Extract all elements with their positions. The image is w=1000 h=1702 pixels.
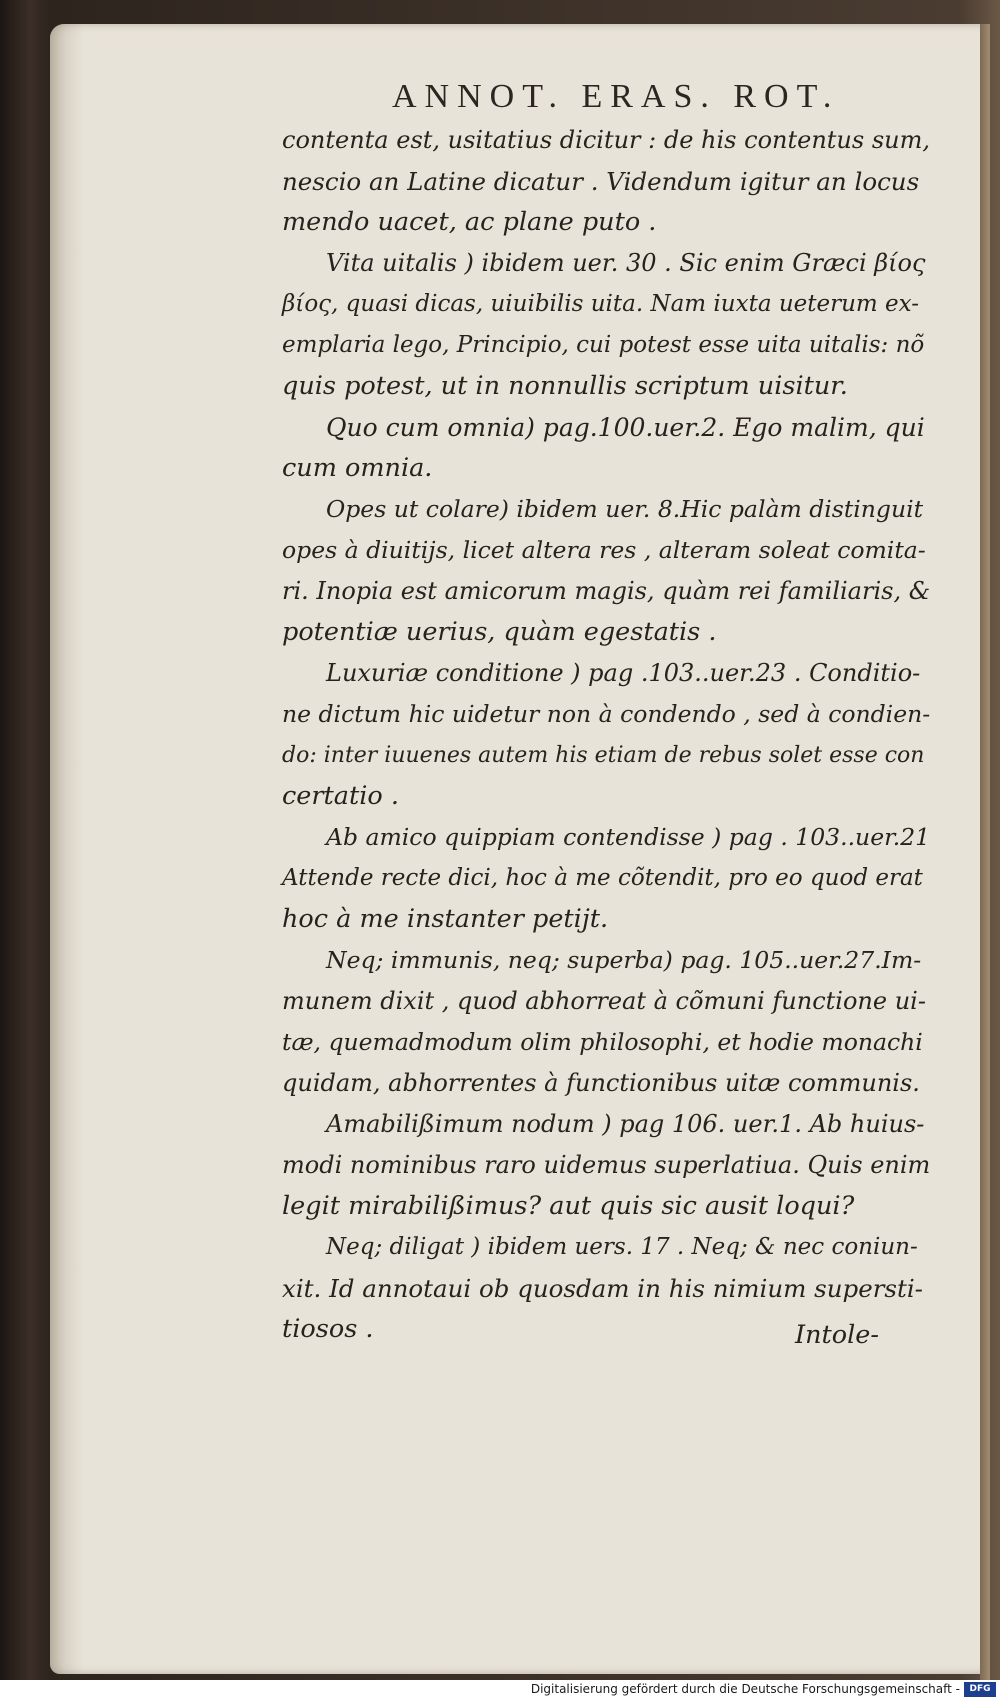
- text-line: xit. Id annotaui ob quosdam in his nimium supersti-: [282, 1274, 923, 1303]
- text-line: βίος, quasi dicas, uiuibilis uita. Nam iuxta ueterum ex-: [282, 291, 919, 317]
- text-line: Neq; diligat ) ibidem uers. 17 . Neq; & nec coniun-: [326, 1234, 918, 1260]
- dfg-logo: DFG: [964, 1682, 996, 1697]
- text-line: Luxuriæ conditione ) pag .103..uer.23 . Conditio-: [326, 659, 921, 687]
- text-line: tæ, quemadmodum olim philosophi, et hodie monachi: [282, 1028, 923, 1056]
- text-line: modi nominibus raro uidemus superlatiua. Quis enim: [282, 1151, 931, 1179]
- text-line: mendo uacet, ac plane puto .: [282, 207, 657, 237]
- text-line: Quo cum omnia) pag.100.uer.2. Ego malim, qui: [326, 413, 925, 442]
- text-line: tiosos .: [282, 1314, 374, 1344]
- body-text: [282, 120, 930, 1350]
- text-line: cum omnia.: [282, 453, 433, 483]
- page-edge: [980, 24, 990, 1684]
- text-line: Vita uitalis ) ibidem uer. 30 . Sic enim Græci βίος: [326, 249, 926, 277]
- text-line: hoc à me instanter petijt.: [282, 904, 609, 934]
- text-line: certatio .: [282, 781, 399, 811]
- catchword: Intole-: [795, 1320, 879, 1350]
- text-line: emplaria lego, Principio, cui potest esse uita uitalis: nõ: [282, 332, 925, 358]
- text-line: Opes ut colare) ibidem uer. 8.Hic palàm distinguit: [326, 495, 924, 523]
- text-line: do: inter iuuenes autem his etiam de rebus solet esse con: [282, 743, 925, 768]
- text-line: legit mirabilißimus? aut quis sic ausit loqui?: [282, 1191, 855, 1221]
- text-line: nescio an Latine dicatur . Videndum igitur an locus: [282, 167, 920, 196]
- digitization-credit: Digitalisierung gefördert durch die Deutsche Forschungsgemeinschaft -: [530, 1682, 960, 1696]
- text-line: potentiæ uerius, quàm egestatis .: [282, 617, 717, 647]
- text-line: quidam, abhorrentes à functionibus uitæ communis.: [282, 1069, 920, 1097]
- text-line: quis potest, ut in nonnullis scriptum uisitur.: [282, 371, 848, 401]
- text-line: Amabilißimum nodum ) pag 106. uer.1. Ab huius-: [326, 1110, 925, 1138]
- text-line: contenta est, usitatius dicitur : de his contentus sum,: [282, 126, 930, 154]
- text-line: ri. Inopia est amicorum magis, quàm rei familiaris, &: [282, 577, 931, 605]
- text-line: munem dixit , quod abhorreat à cõmuni functione ui-: [282, 987, 926, 1015]
- text-line: Neq; immunis, neq; superba) pag. 105..uer.27.Im-: [326, 946, 922, 974]
- running-head: ANNOT. ERAS. ROT.: [392, 78, 840, 115]
- text-line: Ab amico quippiam contendisse ) pag . 103..uer.21: [326, 823, 931, 851]
- text-line: ne dictum hic uidetur non à condendo , sed à condien-: [282, 700, 931, 728]
- text-line: opes à diuitijs, licet altera res , alteram soleat comita-: [282, 536, 926, 564]
- text-line: Attende recte dici, hoc à me cõtendit, pro eo quod erat: [282, 865, 923, 891]
